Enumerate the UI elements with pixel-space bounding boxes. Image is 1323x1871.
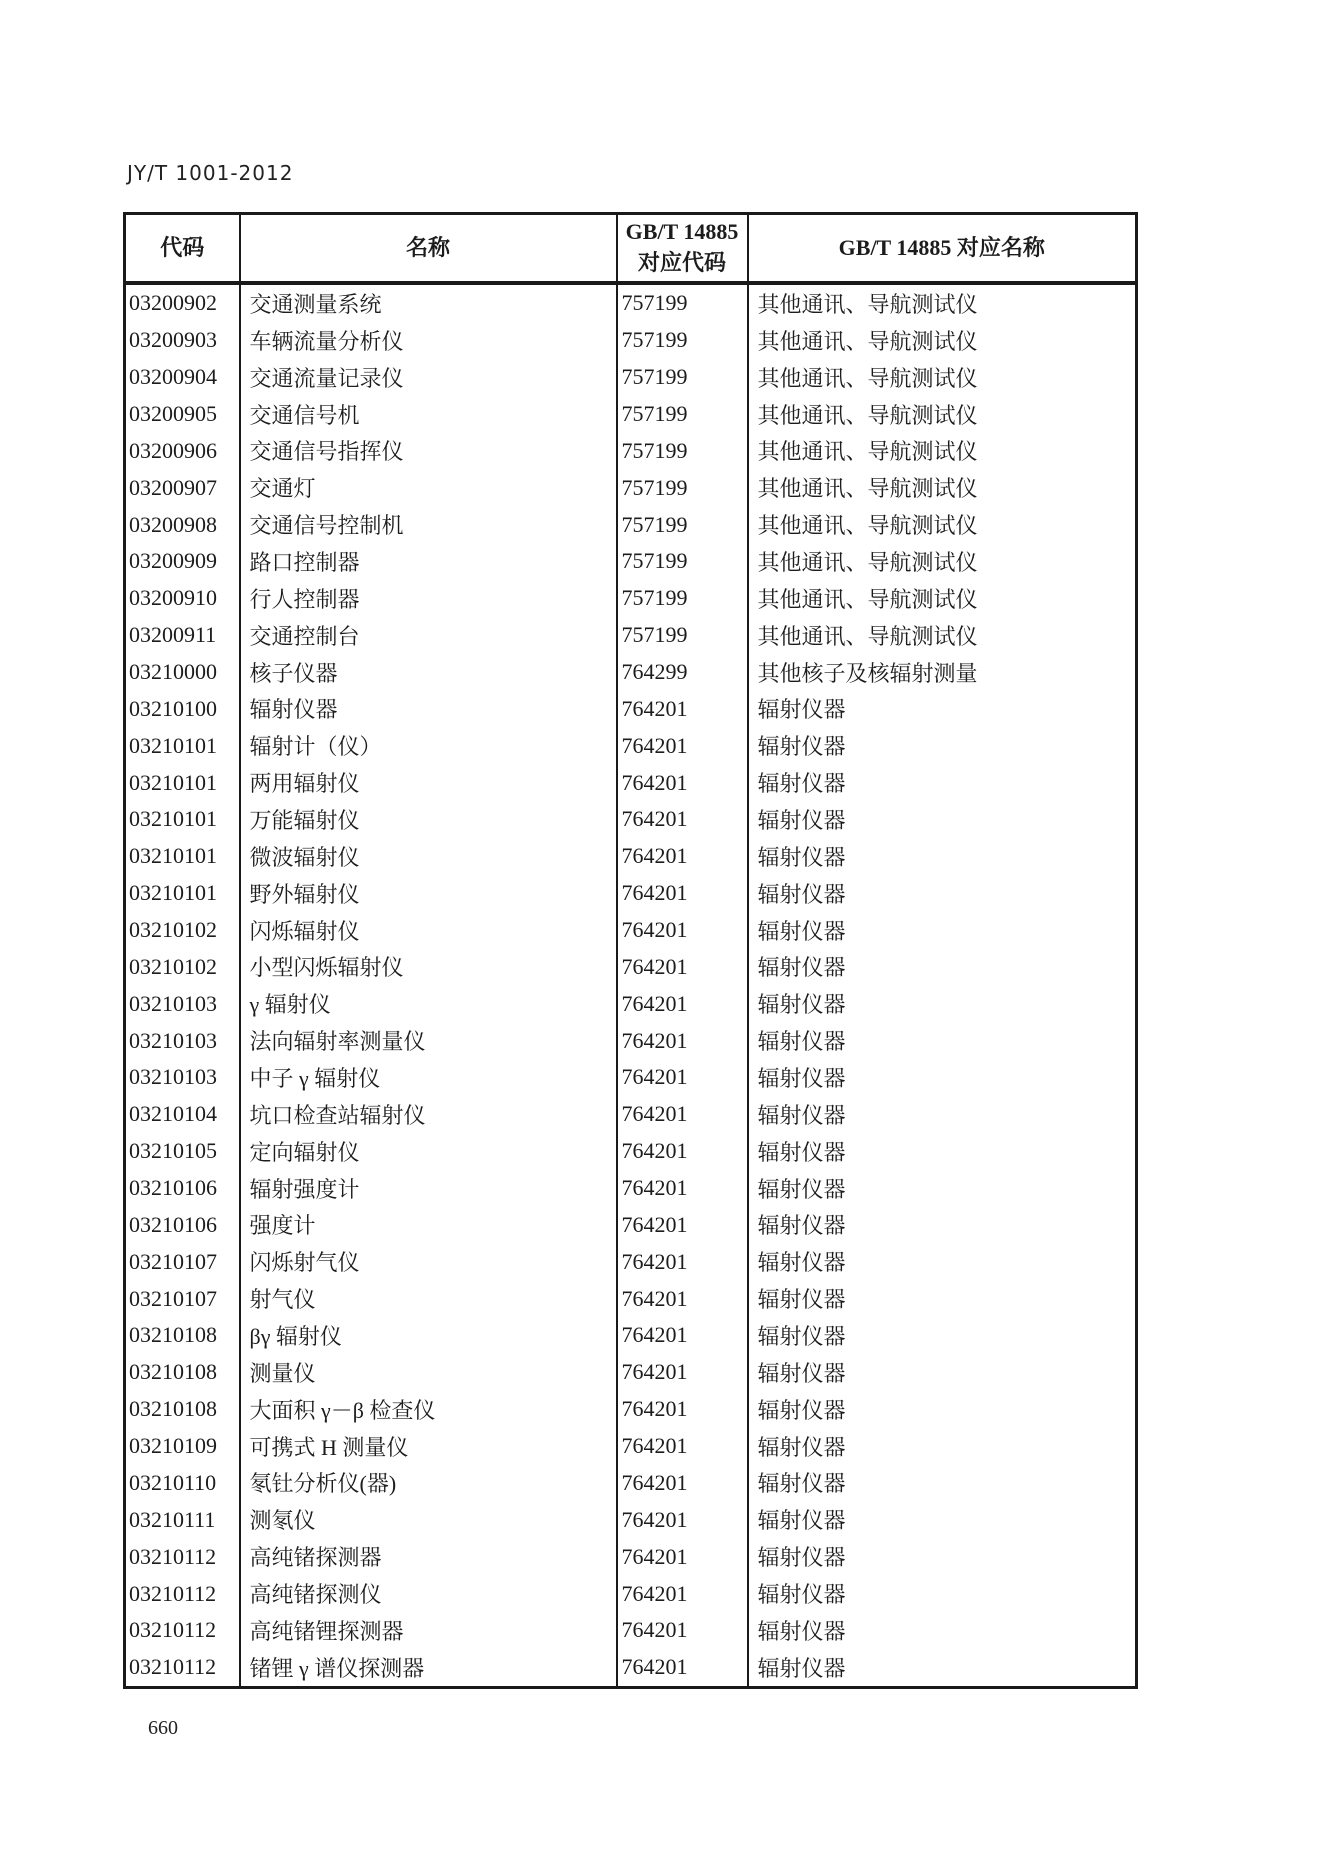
cell-gbt-name: 辐射仪器 xyxy=(748,1649,1137,1687)
cell-code: 03210112 xyxy=(125,1538,240,1575)
cell-code: 03210106 xyxy=(125,1206,240,1243)
cell-code: 03200910 xyxy=(125,580,240,617)
cell-code: 03210104 xyxy=(125,1096,240,1133)
header-gbt-code xyxy=(617,214,748,284)
cell-name: 交通信号指挥仪 xyxy=(240,432,617,469)
cell-gbt-code: 757199 xyxy=(617,322,748,359)
cell-gbt-name: 辐射仪器 xyxy=(748,1280,1137,1317)
cell-name: 测氡仪 xyxy=(240,1501,617,1538)
cell-gbt-code: 757199 xyxy=(617,506,748,543)
cell-code: 03200902 xyxy=(125,283,240,322)
table-body xyxy=(125,283,1137,1687)
cell-name: 锗锂 γ 谱仪探测器 xyxy=(240,1649,617,1687)
cell-code: 03210101 xyxy=(125,875,240,912)
cell-gbt-code: 757199 xyxy=(617,359,748,396)
cell-name: 辐射仪器 xyxy=(240,690,617,727)
cell-code: 03210101 xyxy=(125,801,240,838)
cell-gbt-code: 764201 xyxy=(617,1354,748,1391)
cell-gbt-name: 辐射仪器 xyxy=(748,1428,1137,1465)
cell-gbt-code: 764201 xyxy=(617,1575,748,1612)
cell-name: 高纯锗锂探测器 xyxy=(240,1612,617,1649)
cell-gbt-code: 757199 xyxy=(617,432,748,469)
table-row xyxy=(125,469,1137,506)
cell-gbt-code: 764201 xyxy=(617,1170,748,1207)
cell-gbt-code: 764201 xyxy=(617,1428,748,1465)
table-row xyxy=(125,912,1137,949)
table-row xyxy=(125,1317,1137,1354)
cell-code: 03210000 xyxy=(125,654,240,691)
table-row xyxy=(125,1170,1137,1207)
cell-gbt-code: 764201 xyxy=(617,1096,748,1133)
cell-gbt-code: 764201 xyxy=(617,985,748,1022)
cell-gbt-code: 764201 xyxy=(617,1206,748,1243)
cell-name: 微波辐射仪 xyxy=(240,838,617,875)
cell-gbt-code: 757199 xyxy=(617,543,748,580)
cell-name: γ 辐射仪 xyxy=(240,985,617,1022)
cell-name: 路口控制器 xyxy=(240,543,617,580)
cell-gbt-code: 764201 xyxy=(617,1501,748,1538)
cell-name: 车辆流量分析仪 xyxy=(240,322,617,359)
table-row xyxy=(125,432,1137,469)
cell-name: 交通信号机 xyxy=(240,396,617,433)
cell-gbt-name: 辐射仪器 xyxy=(748,1059,1137,1096)
cell-gbt-name: 辐射仪器 xyxy=(748,1317,1137,1354)
cell-gbt-name: 辐射仪器 xyxy=(748,1538,1137,1575)
cell-gbt-name: 辐射仪器 xyxy=(748,1391,1137,1428)
cell-gbt-name: 辐射仪器 xyxy=(748,1096,1137,1133)
cell-code: 03210111 xyxy=(125,1501,240,1538)
table-row xyxy=(125,1243,1137,1280)
table-row xyxy=(125,322,1137,359)
cell-gbt-code: 757199 xyxy=(617,580,748,617)
cell-gbt-code: 764201 xyxy=(617,1133,748,1170)
header-name: 名称 xyxy=(240,214,617,284)
cell-code: 03200903 xyxy=(125,322,240,359)
cell-gbt-code: 764201 xyxy=(617,875,748,912)
cell-code: 03210103 xyxy=(125,985,240,1022)
cell-gbt-code: 764201 xyxy=(617,1280,748,1317)
cell-name: 万能辐射仪 xyxy=(240,801,617,838)
table-row xyxy=(125,1354,1137,1391)
cell-code: 03210105 xyxy=(125,1133,240,1170)
table-row xyxy=(125,543,1137,580)
cell-code: 03210103 xyxy=(125,1022,240,1059)
cell-gbt-name: 其他通讯、导航测试仪 xyxy=(748,469,1137,506)
cell-code: 03210102 xyxy=(125,912,240,949)
header-gbt-name: GB/T 14885 对应名称 xyxy=(748,214,1137,284)
cell-gbt-code: 764201 xyxy=(617,1649,748,1687)
cell-code: 03210102 xyxy=(125,948,240,985)
cell-gbt-name: 辐射仪器 xyxy=(748,1243,1137,1280)
table-row xyxy=(125,838,1137,875)
cell-code: 03200911 xyxy=(125,617,240,654)
table-row xyxy=(125,1612,1137,1649)
cell-gbt-name: 其他通讯、导航测试仪 xyxy=(748,432,1137,469)
cell-name: 坑口检查站辐射仪 xyxy=(240,1096,617,1133)
cell-gbt-name: 辐射仪器 xyxy=(748,875,1137,912)
cell-gbt-code: 764201 xyxy=(617,1059,748,1096)
table-row xyxy=(125,396,1137,433)
table-row xyxy=(125,1428,1137,1465)
header-gbt-code-line2: 对应代码 xyxy=(637,250,726,275)
cell-code: 03210101 xyxy=(125,727,240,764)
cell-gbt-name: 辐射仪器 xyxy=(748,727,1137,764)
cell-gbt-code: 764201 xyxy=(617,1612,748,1649)
code-mapping-table xyxy=(123,212,1138,1689)
cell-name: 行人控制器 xyxy=(240,580,617,617)
cell-code: 03210101 xyxy=(125,764,240,801)
table-row xyxy=(125,1133,1137,1170)
header-gbt-code-line1: GB/T 14885 xyxy=(625,219,739,245)
cell-gbt-code: 764201 xyxy=(617,1022,748,1059)
cell-code: 03200907 xyxy=(125,469,240,506)
cell-code: 03210109 xyxy=(125,1428,240,1465)
table-row xyxy=(125,654,1137,691)
cell-code: 03210100 xyxy=(125,690,240,727)
cell-gbt-code: 764201 xyxy=(617,727,748,764)
cell-name: 高纯锗探测仪 xyxy=(240,1575,617,1612)
cell-name: 辐射计（仪） xyxy=(240,727,617,764)
cell-name: 野外辐射仪 xyxy=(240,875,617,912)
table-row xyxy=(125,764,1137,801)
table-row xyxy=(125,359,1137,396)
cell-gbt-code: 764201 xyxy=(617,948,748,985)
cell-gbt-code: 757199 xyxy=(617,283,748,322)
cell-gbt-code: 764201 xyxy=(617,764,748,801)
table-row xyxy=(125,1206,1137,1243)
cell-code: 03210112 xyxy=(125,1612,240,1649)
cell-gbt-name: 其他通讯、导航测试仪 xyxy=(748,396,1137,433)
cell-name: 辐射强度计 xyxy=(240,1170,617,1207)
table-row xyxy=(125,506,1137,543)
table-row xyxy=(125,1059,1137,1096)
cell-code: 03210108 xyxy=(125,1391,240,1428)
table-row xyxy=(125,1575,1137,1612)
cell-name: 两用辐射仪 xyxy=(240,764,617,801)
table-row xyxy=(125,1649,1137,1687)
cell-gbt-name: 辐射仪器 xyxy=(748,1612,1137,1649)
cell-name: 强度计 xyxy=(240,1206,617,1243)
cell-gbt-name: 辐射仪器 xyxy=(748,1354,1137,1391)
cell-gbt-name: 其他通讯、导航测试仪 xyxy=(748,580,1137,617)
cell-code: 03210101 xyxy=(125,838,240,875)
cell-code: 03210108 xyxy=(125,1317,240,1354)
table-row xyxy=(125,1280,1137,1317)
cell-name: 大面积 γ－β 检查仪 xyxy=(240,1391,617,1428)
cell-gbt-code: 764201 xyxy=(617,801,748,838)
table-row xyxy=(125,1501,1137,1538)
cell-gbt-name: 辐射仪器 xyxy=(748,1465,1137,1502)
cell-code: 03200905 xyxy=(125,396,240,433)
cell-name: 核子仪器 xyxy=(240,654,617,691)
table-row xyxy=(125,1022,1137,1059)
cell-name: 中子 γ 辐射仪 xyxy=(240,1059,617,1096)
table-row xyxy=(125,617,1137,654)
cell-name: 定向辐射仪 xyxy=(240,1133,617,1170)
cell-name: 高纯锗探测器 xyxy=(240,1538,617,1575)
table-row xyxy=(125,580,1137,617)
table-row xyxy=(125,1538,1137,1575)
cell-code: 03210107 xyxy=(125,1280,240,1317)
page-number: 660 xyxy=(148,1717,178,1739)
cell-gbt-name: 其他通讯、导航测试仪 xyxy=(748,283,1137,322)
cell-gbt-code: 757199 xyxy=(617,469,748,506)
cell-gbt-name: 辐射仪器 xyxy=(748,985,1137,1022)
cell-gbt-code: 764201 xyxy=(617,838,748,875)
cell-name: 氡钍分析仪(器) xyxy=(240,1465,617,1502)
cell-name: 交通控制台 xyxy=(240,617,617,654)
cell-gbt-code: 757199 xyxy=(617,396,748,433)
cell-gbt-code: 764201 xyxy=(617,912,748,949)
cell-code: 03200904 xyxy=(125,359,240,396)
cell-gbt-name: 辐射仪器 xyxy=(748,1501,1137,1538)
cell-name: 法向辐射率测量仪 xyxy=(240,1022,617,1059)
cell-code: 03210112 xyxy=(125,1575,240,1612)
cell-gbt-name: 辐射仪器 xyxy=(748,1133,1137,1170)
cell-gbt-name: 辐射仪器 xyxy=(748,801,1137,838)
cell-gbt-code: 764201 xyxy=(617,1465,748,1502)
cell-gbt-code: 764201 xyxy=(617,1538,748,1575)
cell-gbt-name: 其他通讯、导航测试仪 xyxy=(748,322,1137,359)
cell-gbt-name: 辐射仪器 xyxy=(748,948,1137,985)
cell-gbt-code: 764201 xyxy=(617,1243,748,1280)
cell-gbt-code: 764201 xyxy=(617,1391,748,1428)
table-header-row xyxy=(125,214,1137,284)
standard-number: JY/T 1001-2012 xyxy=(127,161,294,185)
cell-gbt-code: 757199 xyxy=(617,617,748,654)
cell-code: 03210103 xyxy=(125,1059,240,1096)
cell-gbt-name: 辐射仪器 xyxy=(748,1170,1137,1207)
cell-name: 射气仪 xyxy=(240,1280,617,1317)
cell-name: 交通灯 xyxy=(240,469,617,506)
table-row xyxy=(125,985,1137,1022)
cell-name: 交通流量记录仪 xyxy=(240,359,617,396)
cell-gbt-code: 764201 xyxy=(617,690,748,727)
table-row xyxy=(125,948,1137,985)
cell-name: 可携式 H 测量仪 xyxy=(240,1428,617,1465)
table-row xyxy=(125,690,1137,727)
cell-gbt-code: 764299 xyxy=(617,654,748,691)
cell-code: 03210106 xyxy=(125,1170,240,1207)
cell-gbt-name: 其他通讯、导航测试仪 xyxy=(748,506,1137,543)
cell-code: 03210112 xyxy=(125,1649,240,1687)
cell-gbt-name: 辐射仪器 xyxy=(748,764,1137,801)
cell-gbt-code: 764201 xyxy=(617,1317,748,1354)
cell-code: 03200906 xyxy=(125,432,240,469)
cell-code: 03210108 xyxy=(125,1354,240,1391)
table-row xyxy=(125,283,1137,322)
table-row xyxy=(125,727,1137,764)
cell-code: 03200909 xyxy=(125,543,240,580)
cell-gbt-name: 辐射仪器 xyxy=(748,1575,1137,1612)
table-row xyxy=(125,1465,1137,1502)
cell-name: 交通测量系统 xyxy=(240,283,617,322)
table-row xyxy=(125,1391,1137,1428)
cell-gbt-name: 其他核子及核辐射测量 xyxy=(748,654,1137,691)
table-row xyxy=(125,801,1137,838)
cell-code: 03210110 xyxy=(125,1465,240,1502)
cell-code: 03210107 xyxy=(125,1243,240,1280)
header-code: 代码 xyxy=(125,214,240,284)
cell-code: 03200908 xyxy=(125,506,240,543)
table-row xyxy=(125,1096,1137,1133)
cell-gbt-name: 辐射仪器 xyxy=(748,690,1137,727)
cell-name: 测量仪 xyxy=(240,1354,617,1391)
cell-gbt-name: 辐射仪器 xyxy=(748,1206,1137,1243)
cell-name: βγ 辐射仪 xyxy=(240,1317,617,1354)
cell-gbt-name: 其他通讯、导航测试仪 xyxy=(748,359,1137,396)
cell-name: 小型闪烁辐射仪 xyxy=(240,948,617,985)
cell-name: 交通信号控制机 xyxy=(240,506,617,543)
cell-name: 闪烁射气仪 xyxy=(240,1243,617,1280)
cell-gbt-name: 辐射仪器 xyxy=(748,838,1137,875)
cell-gbt-name: 辐射仪器 xyxy=(748,912,1137,949)
table-row xyxy=(125,875,1137,912)
cell-gbt-name: 其他通讯、导航测试仪 xyxy=(748,543,1137,580)
cell-name: 闪烁辐射仪 xyxy=(240,912,617,949)
cell-gbt-name: 其他通讯、导航测试仪 xyxy=(748,617,1137,654)
cell-gbt-name: 辐射仪器 xyxy=(748,1022,1137,1059)
